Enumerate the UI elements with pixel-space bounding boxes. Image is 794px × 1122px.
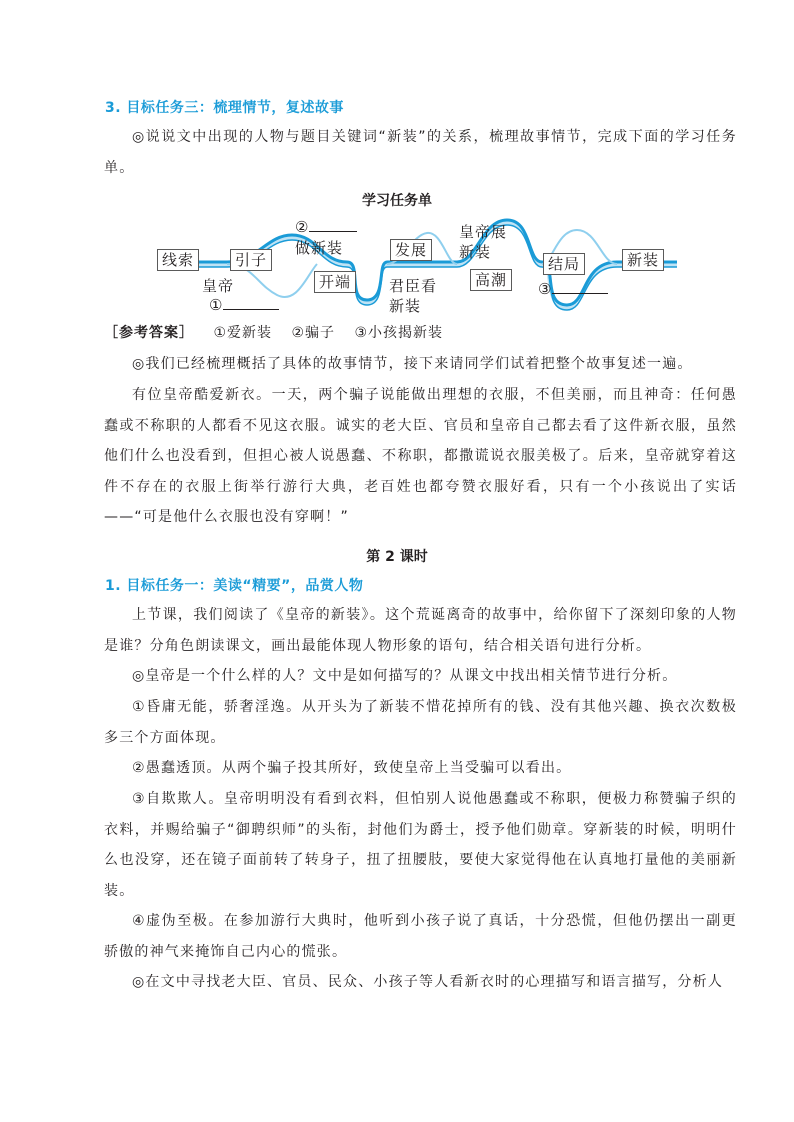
blank-2-line [309,217,357,232]
retell-story: 有位皇帝酷爱新衣。一天，两个骗子说能做出理想的衣服，不但美丽，而且神奇：任何愚蠢或不称职的人都看不见这衣服。诚实的老大臣、官员和皇帝自己都去看了这件新衣服，虽然他们什么也没看到，但担心被人说愚蠢、不称职，都撒谎说衣服美极了。后来，皇帝就穿着这件不存在的衣服上街举行游行大典，老百姓也都夸赞衣服好看，只有一个小孩说出了实话——“可是他什么衣服也没有穿啊！” [104,387,737,525]
blank-3-line [552,279,608,294]
blank-2-number: ② [295,218,310,236]
blank-1 [209,295,279,314]
reference-answer [104,322,457,342]
section3-instruction: ◎说说文中出现的人物与题目关键词“新装”的关系，梳理故事情节，完成下面的学习任务单。 [104,129,737,176]
answer-item-2: ②骗子 [291,325,336,341]
stage-intro: 引子 [230,249,272,271]
stage-climax: 高潮 [470,269,512,291]
make-clothes-label: 做新装 [295,239,344,257]
ministers-label-line2: 新装 [389,297,422,315]
lesson2-heading: 1. 目标任务一：美读“精要”，品赏人物 [105,578,364,594]
plot-diagram [157,215,677,318]
lesson2-question: ◎皇帝是一个什么样的人？文中是如何描写的？从课文中找出相关情节进行分析。 [132,668,678,684]
answer-item-1: ①爱新装 [213,325,273,341]
stage-ending: 结局 [543,253,585,275]
blank-2 [295,217,357,236]
answer-label: ［参考答案］ [104,325,194,341]
end-label: 新装 [622,249,664,271]
analysis-point-2: ②愚蠢透顶。从两个骗子投其所好，致使皇帝上当受骗可以看出。 [132,760,572,776]
emperor-label: 皇帝 [202,277,235,295]
ministers-label-line1: 君臣看 [389,277,438,295]
lesson2-intro: 上节课，我们阅读了《皇帝的新装》。这个荒诞离奇的故事中，给你留下了深刻印象的人物是谁？分角色朗读课文，画出最能体现人物形象的语句，结合相关语句进行分析。 [104,607,737,654]
section3-heading: 3. 目标任务三：梳理情节，复述故事 [105,100,344,116]
parade-label-line1: 皇帝展 [459,223,508,241]
blank-3 [538,279,608,298]
lesson2-task: ◎在文中寻找老大臣、官员、民众、小孩子等人看新衣时的心理描写和语言描写，分析人 [132,974,724,990]
blank-1-number: ① [209,296,224,314]
worksheet-title: 学习任务单 [362,193,432,209]
answer-item-3: ③小孩揭新装 [354,325,444,341]
blank-1-line [223,295,279,310]
retell-prompt: ◎我们已经梳理概括了具体的故事情节，接下来请同学们试着把整个故事复述一遍。 [132,356,693,372]
lesson2-title: 第 2 课时 [366,549,428,565]
analysis-point-1: ①昏庸无能，骄奢淫逸。从开头为了新装不惜花掉所有的钱、没有其他兴趣、换衣次数极多三个方面体现。 [104,699,737,746]
parade-label-line2: 新装 [459,243,492,261]
analysis-point-4: ④虚伪至极。在参加游行大典时，他听到小孩子说了真话，十分恐慌，但他仍摆出一副更骄傲的神气来掩饰自己内心的慌张。 [104,913,737,960]
stage-development: 发展 [390,239,432,261]
stage-beginning: 开端 [314,271,356,293]
analysis-point-3: ③自欺欺人。皇帝明明没有看到衣料，但怕别人说他愚蠢或不称职，便极力称赞骗子织的衣料，并赐给骗子“御聘织师”的头衔，封他们为爵士，授予他们勋章。穿新装的时候，明明什么也没穿，还在镜子面前转了转身子，扭了扭腰肢，要使大家觉得他在认真地打量他的美丽新装。 [104,791,737,899]
blank-3-number: ③ [538,280,553,298]
start-label: 线索 [157,249,199,271]
